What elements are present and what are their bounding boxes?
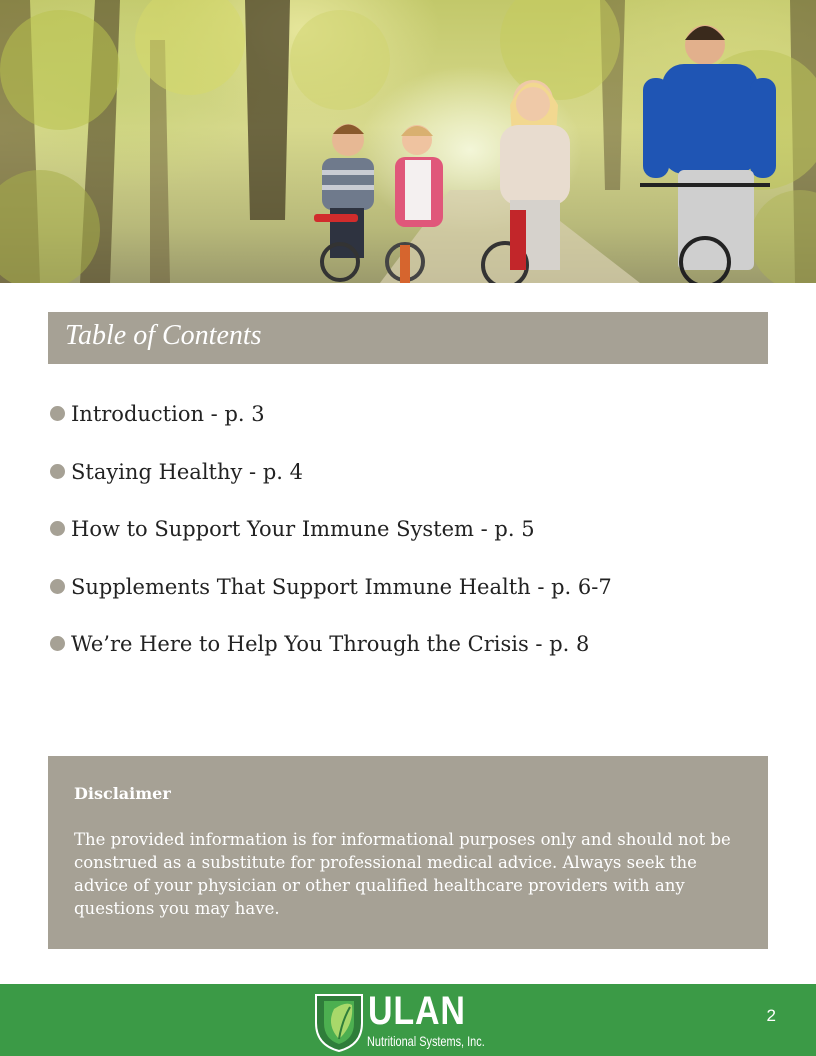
hero-illustration xyxy=(0,0,816,283)
toc-item[interactable] xyxy=(48,390,768,448)
page-number: 2 xyxy=(766,1006,776,1025)
footer xyxy=(0,984,816,1056)
toc-header xyxy=(48,312,768,364)
toc-item[interactable] xyxy=(48,448,768,506)
bullet-icon xyxy=(50,579,65,594)
company-logo xyxy=(312,989,492,1053)
toc-list xyxy=(48,390,768,678)
logo-subtitle: Nutritional Systems, Inc. xyxy=(367,1033,485,1049)
disclaimer-box xyxy=(48,756,768,949)
toc-item[interactable] xyxy=(48,620,768,678)
toc-item-label: We’re Here to Help You Through the Crisis - p. 8 xyxy=(71,632,590,656)
toc-item-label: Supplements That Support Immune Health - p. 6-7 xyxy=(71,574,612,599)
logo-wordmark: ULAN xyxy=(368,989,466,1033)
toc-item[interactable] xyxy=(48,563,768,621)
bullet-icon xyxy=(50,521,65,536)
disclaimer-body: The provided information is for informational purposes only and should not be construed as a substitute for professional medical advice. Always seek the advice of your physician or other qualified healthcare providers with any questions you may have. xyxy=(74,830,731,918)
toc-title: Table of Contents xyxy=(65,320,262,351)
bullet-icon xyxy=(50,464,65,479)
hero-photo xyxy=(0,0,816,283)
disclaimer-title: Disclaimer xyxy=(74,784,171,803)
leaf-shield-icon xyxy=(312,989,366,1053)
bullet-icon xyxy=(50,406,65,421)
toc-item-label: Introduction - p. 3 xyxy=(71,402,265,426)
toc-item-label: Staying Healthy - p. 4 xyxy=(71,459,303,484)
toc-item-label: How to Support Your Immune System - p. 5 xyxy=(71,517,535,541)
toc-item[interactable] xyxy=(48,505,768,563)
bullet-icon xyxy=(50,636,65,651)
